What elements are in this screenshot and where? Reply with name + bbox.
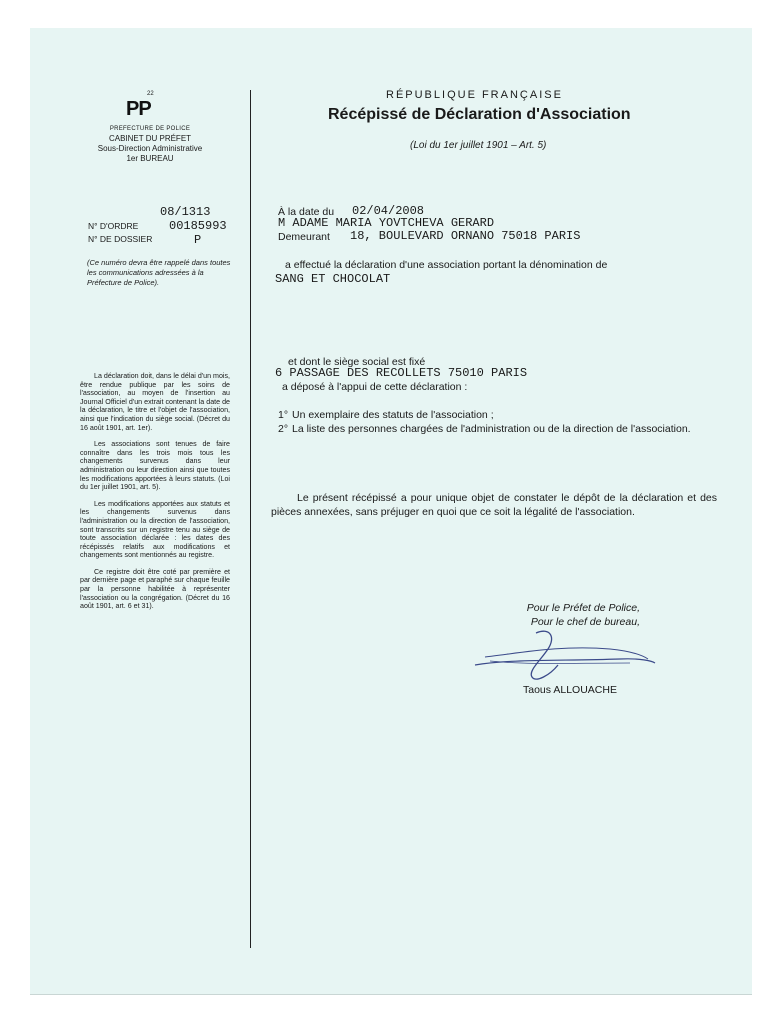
signature-line-2: Pour le chef de bureau,: [530, 616, 640, 628]
association-name: SANG ET CHOCOLAT: [275, 272, 391, 286]
legal-paragraph: Ce registre doit être coté par première et par dernière page et paraphé sur chaque feuille par la personne habilitée à représenter l'association ou la congrégation. (Décret du 16 août 1901, art. 6 et 31).: [80, 567, 230, 611]
date-label: À la date du: [278, 206, 335, 218]
legal-paragraph: Les associations sont tenues de faire connaître dans les trois mois tous les changements survenus dans leur administration ou leur direction ainsi que toutes les modifications apportées à leurs statuts. (Loi du 1er juillet 1901, art. 5).: [80, 440, 230, 492]
legal-notes: [80, 372, 230, 619]
bureau-line: 1er BUREAU: [126, 154, 174, 163]
item-number: 1°: [278, 409, 289, 421]
ordre-value: 00185993: [169, 219, 227, 233]
handwritten-signature: [470, 625, 660, 685]
demeurant-label: Demeurant: [278, 231, 330, 243]
dossier-value: P: [194, 233, 202, 247]
date-value: 02/04/2008: [352, 204, 425, 218]
dossier-stamp: 08/1313: [160, 205, 211, 219]
siege-address: 6 PASSAGE DES RECOLLETS 75010 PARIS: [275, 366, 528, 380]
siege-text: et dont le siège social est fixé: [288, 356, 426, 368]
depose-text: a déposé à l'appui de cette déclaration :: [282, 381, 468, 393]
dossier-label: N° DE DOSSIER: [88, 234, 153, 244]
republique-francaise: RÉPUBLIQUE FRANÇAISE: [386, 89, 563, 101]
declarant-address: 18, BOULEVARD ORNANO 75018 PARIS: [350, 229, 581, 243]
logo-number: 22: [147, 91, 154, 97]
legal-paragraph: La déclaration doit, dans le délai d'un mois, être rendue publique par les soins de l'association, au moyen de l'insertion au Journal Officiel d'un extrait contenant la date de la déclaration, le titre et l'objet de l'association, ainsi que l'indication du siège social. (Décret du 16 août 1901, art. 1er).: [80, 372, 230, 432]
ordre-label: N° D'ORDRE: [88, 221, 139, 231]
signature-line-1: Pour le Préfet de Police,: [526, 602, 640, 614]
document-title: Récépissé de Déclaration d'Association: [328, 106, 631, 123]
declarant-name: M ADAME MARIA YOVTCHEVA GERARD: [278, 216, 495, 230]
list-item: [278, 409, 718, 422]
prefecture-logo: PP: [126, 98, 151, 120]
item-text: La liste des personnes chargées de l'administration ou de la direction de l'association.: [292, 423, 691, 435]
signer-name: Taous ALLOUACHE: [523, 684, 617, 696]
item-text: Un exemplaire des statuts de l'association ;: [292, 409, 494, 421]
prefecture-heading: [95, 125, 205, 164]
sous-direction-line: Sous-Direction Administrative: [97, 144, 203, 153]
prefecture-line: PREFECTURE DE POLICE: [109, 126, 191, 132]
item-number: 2°: [278, 423, 289, 435]
dossier-note: (Ce numéro devra être rappelé dans toutes les communications adressées à la Préfecture de Police).: [87, 258, 231, 287]
law-reference: (Loi du 1er juillet 1901 – Art. 5): [410, 140, 547, 151]
list-item: [278, 423, 718, 436]
legal-paragraph: Les modifications apportées aux statuts et les changements survenus dans l'administration ou la direction de l'association, sont transcrits sur un registre tenu au siège de toute association déclarée : les dates des récépissés relatifs aux modifications et changements sont mentionnés au registre.: [80, 499, 230, 560]
column-divider: [250, 90, 251, 948]
recepisse-text: Le présent récépissé a pour unique objet de constater le dépôt de la déclaration et des pièces annexées, sans préjuger en quoi que ce soit la légalité de l'association.: [271, 492, 717, 518]
cabinet-line: CABINET DU PRÉFET: [108, 134, 192, 143]
declaration-text: a effectué la déclaration d'une association portant la dénomination de: [285, 259, 608, 271]
